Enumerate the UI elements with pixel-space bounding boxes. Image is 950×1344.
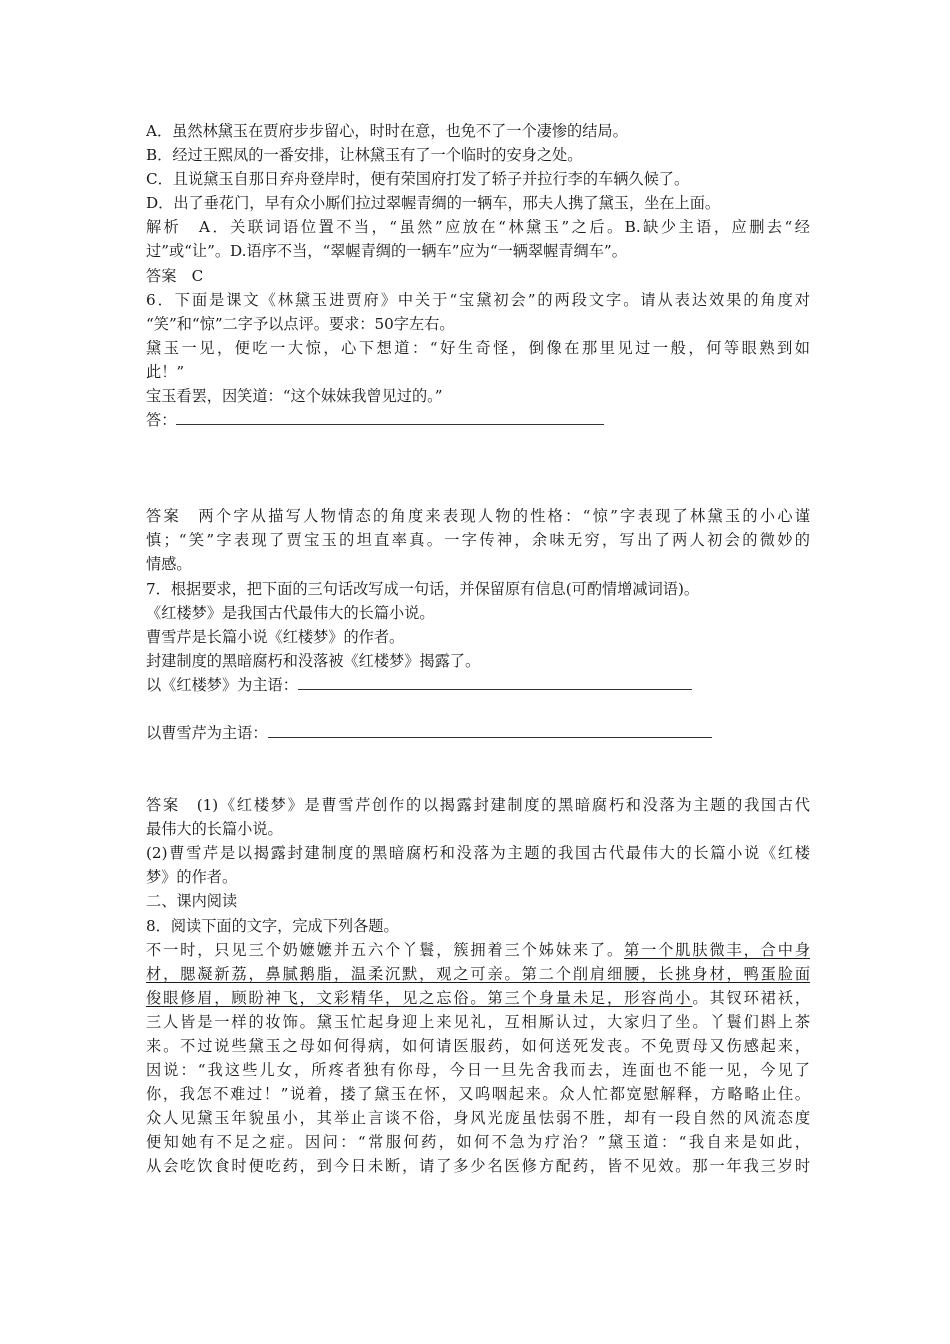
document-page bbox=[146, 119, 810, 1179]
passage-text: 不一时，只见三个奶嬷嬷并五六个丫鬟，簇拥着三个姊妹来了。 bbox=[146, 940, 625, 959]
q7-sentence-1: 《红楼梦》是我国古代最伟大的长篇小说。 bbox=[146, 603, 435, 622]
q6-answer-text-line-2: 慎；“笑”字表现了贾宝玉的坦直率真。一字传神，余味无穷，写出了两人初会的微妙的 bbox=[146, 531, 810, 550]
underlined-text: 材，腮凝新荔，鼻腻鹅脂，温柔沉默，观之可亲。第二个削肩细腰，长挑身材，鸭蛋脸面 bbox=[146, 964, 810, 983]
underlined-text: 第一个肌肤微丰，合中身 bbox=[624, 940, 810, 959]
q5-option-a: A．虽然林黛玉在贾府步步留心，时时在意，也免不了一个凄惨的结局。 bbox=[146, 122, 628, 140]
passage-line-9: 便知她有不足之症。因问：“常服何药，如何不急为疗治？”黛玉道：“我自来是如此， bbox=[146, 1133, 810, 1152]
passage-line-7: 你，我怎不难过！”说着，搂了黛玉在怀，又呜咽起来。众人忙都宽慰解释，方略略止住。 bbox=[146, 1085, 810, 1104]
q7-blank-1[interactable] bbox=[298, 675, 692, 690]
q6-quote-1-line-1: 黛玉一见，便吃一大惊，心下想道：“好生奇怪，倒像在那里见过一般，何等眼熟到如 bbox=[146, 338, 810, 357]
passage-line-6: 因说：“我这些儿女，所疼者独有你母，今日一旦先舍我而去，连面也不能一见，今见了 bbox=[146, 1061, 810, 1080]
passage-line-8: 众人见黛玉年貌虽小，其举止言谈不俗，身风光庞虽怯弱不胜，却有一段自然的风流态度 bbox=[146, 1109, 810, 1128]
passage-line-1 bbox=[146, 938, 810, 962]
q7-stem: 7．根据要求，把下面的三句话改写成一句话，并保留原有信息(可酌情增减词语)。 bbox=[146, 579, 700, 598]
q6-answer-line bbox=[146, 408, 810, 432]
q6-quote-2: 宝玉看罢，因笑道：“这个妹妹我曾见过的。” bbox=[146, 387, 443, 406]
spacer bbox=[146, 745, 810, 793]
q5-option-d: D．出了垂花门，早有众小厮们拉过翠幄青绸的一辆车，邢夫人携了黛玉，坐在上面。 bbox=[146, 194, 721, 213]
q6-stem-line-2: “笑”和“惊”二字予以点评。要求：50字左右。 bbox=[146, 314, 455, 333]
q6-quote-1-line-2: 此！” bbox=[146, 362, 185, 381]
passage-line-5: 来。不过说些黛玉之母如何得病，如何请医服药，如何送死发丧。不免贾母又伤感起来， bbox=[146, 1037, 810, 1055]
q7-sentence-2: 曹雪芹是长篇小说《红楼梦》的作者。 bbox=[146, 627, 405, 646]
section-heading: 二、课内阅读 bbox=[146, 892, 238, 911]
q7-answer-1-line-2: 最伟大的长篇小说。 bbox=[146, 820, 283, 839]
q7-answer-2-line-2: 梦》的作者。 bbox=[146, 868, 238, 887]
q7-prompt-1-line bbox=[146, 673, 810, 697]
q6-answer-text-line-3: 情感。 bbox=[146, 555, 192, 574]
spacer bbox=[146, 697, 810, 721]
q6-stem-line-1: 6．下面是课文《林黛玉进贾府》中关于“宝黛初会”的两段文字。请从表达效果的角度对 bbox=[146, 290, 810, 309]
passage-line-4: 三人皆是一样的妆饰。黛玉忙起身迎上来见礼，互相厮认过，大家归了坐。丫鬟们斟上茶 bbox=[146, 1012, 810, 1031]
q7-answer-2-line-1: (2)曹雪芹是以揭露封建制度的黑暗腐朽和没落为主题的我国古代最伟大的长篇小说《红楼 bbox=[146, 844, 810, 863]
q7-prompt-1: 以《红楼梦》为主语： bbox=[146, 675, 298, 694]
q6-answer-text-line-1: 答案 两个字从描写人物情态的角度来表现人物的性格：“惊”字表现了林黛玉的小心谨 bbox=[146, 507, 810, 526]
q8-stem: 8．阅读下面的文字，完成下列各题。 bbox=[146, 916, 399, 935]
passage-line-2 bbox=[146, 962, 810, 986]
passage-line-10: 从会吃饮食时便吃药，到今日未断，请了多少名医修方配药，皆不见效。那一年我三岁时 bbox=[146, 1157, 810, 1176]
q5-analysis-line-2: 过”或“让”。D.语序不当，“翠幄青绸的一辆车”应为“一辆翠幄青绸车”。 bbox=[146, 242, 627, 261]
q5-option-c: C．且说黛玉自那日弃舟登岸时，便有荣国府打发了轿子并拉行李的车辆久候了。 bbox=[146, 170, 690, 189]
q6-answer-label: 答： bbox=[146, 411, 177, 430]
q7-prompt-2-line bbox=[146, 721, 810, 745]
q7-blank-2[interactable] bbox=[268, 723, 712, 738]
passage-text: 。其钗环裙袄， bbox=[692, 988, 810, 1007]
passage-line-3 bbox=[146, 986, 810, 1010]
underlined-text: 俊眼修眉，顾盼神飞，文彩精华，见之忘俗。第三个身量未足，形容尚小 bbox=[146, 988, 693, 1007]
q7-sentence-3: 封建制度的黑暗腐朽和没落被《红楼梦》揭露了。 bbox=[146, 651, 481, 670]
q5-option-b: B．经过王熙凤的一番安排，让林黛玉有了一个临时的安身之处。 bbox=[146, 146, 583, 165]
q5-analysis-line-1: 解析 A．关联词语位置不当，“虽然”应放在“林黛玉”之后。B.缺少主语，应删去“经 bbox=[146, 218, 810, 237]
spacer bbox=[146, 432, 810, 504]
q5-answer: 答案 C bbox=[146, 266, 204, 285]
q6-answer-blank[interactable] bbox=[176, 410, 604, 425]
q7-answer-1-line-1: 答案 (1)《红楼梦》是曹雪芹创作的以揭露封建制度的黑暗腐朽和没落为主题的我国古代 bbox=[146, 796, 810, 815]
q7-prompt-2: 以曹雪芹为主语： bbox=[146, 723, 268, 742]
